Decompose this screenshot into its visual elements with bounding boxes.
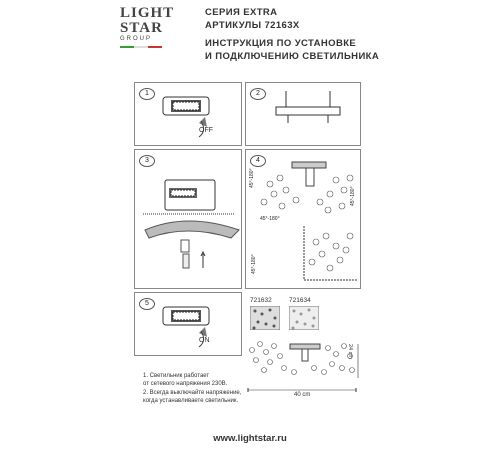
width-dimension: 40 cm: [294, 392, 311, 398]
logo-flag-icon: [120, 44, 162, 50]
website-link[interactable]: www.lightstar.ru: [213, 433, 287, 444]
step-3-panel: [134, 149, 242, 289]
mounting-bar-illustration: [246, 83, 360, 145]
step-4-panel: [245, 149, 361, 289]
product-dimension-drawing: [244, 338, 364, 410]
step-2-badge: 2: [250, 88, 266, 100]
article-2-label: 721634: [289, 297, 311, 304]
instruction-title-2: И ПОДКЛЮЧЕНИЮ СВЕТИЛЬНИКА: [205, 51, 380, 62]
article-title: АРТИКУЛЫ 72163X: [205, 20, 300, 31]
step-2-panel: [245, 82, 361, 146]
note-1-line-2: от сетевого напряжения 230В.: [143, 381, 228, 387]
step-5-badge: 5: [139, 298, 155, 310]
step-3-badge: 3: [139, 155, 155, 167]
logo-group: GROUP: [120, 36, 153, 42]
step-5-panel: [134, 292, 242, 356]
wiring-illustration: [135, 150, 241, 288]
step-1-panel: [134, 82, 242, 146]
switch-off-illustration: [135, 83, 241, 145]
switch-on-illustration: [135, 293, 241, 355]
angle-label-1: 45°-180°: [249, 168, 255, 188]
step-4-badge: 4: [250, 155, 266, 167]
step-5-label: ON: [199, 337, 210, 344]
height-dimension: 24 cm: [347, 344, 353, 359]
angle-label-3: 45°-180°: [260, 216, 280, 222]
instruction-title-1: ИНСТРУКЦИЯ ПО УСТАНОВКЕ: [205, 38, 357, 49]
note-2-line-2: когда устанавливаете светильник.: [143, 398, 239, 404]
note-2-line-1: 2. Всегда выключайте напряжение,: [143, 390, 242, 396]
step-1-badge: 1: [139, 88, 155, 100]
series-title: СЕРИЯ EXTRA: [205, 7, 278, 18]
angle-label-4: 45°-180°: [251, 254, 257, 274]
logo-star: STAR: [120, 20, 163, 36]
angle-label-2: 45°-180°: [350, 186, 356, 206]
swatch-721632: [250, 306, 280, 330]
swatch-721634: [289, 306, 319, 330]
step-1-label: OFF: [199, 127, 213, 134]
note-1-line-1: 1. Светильник работает: [143, 373, 210, 379]
article-1-label: 721632: [250, 297, 272, 304]
logo-light: LIGHT: [120, 5, 175, 21]
